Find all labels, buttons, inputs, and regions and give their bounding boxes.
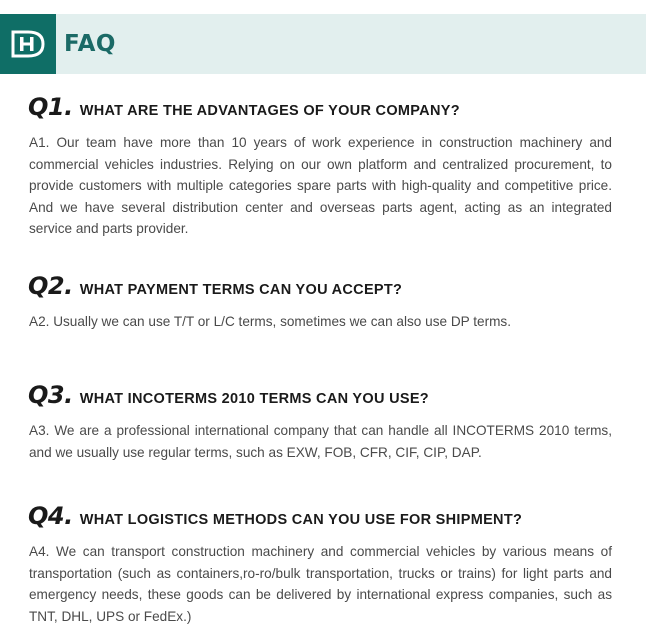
question-row — [28, 501, 612, 531]
answer-label: A4. — [29, 544, 50, 559]
faq-item-4 — [28, 501, 612, 627]
faq-header-banner — [0, 14, 646, 74]
question-number: Q4. — [28, 502, 73, 530]
question-text: WHAT PAYMENT TERMS CAN YOU ACCEPT? — [79, 282, 403, 298]
question-row — [28, 92, 612, 122]
question-number: Q3. — [28, 381, 73, 409]
answer-body: Our team have more than 10 years of work experience in construction machinery and commercial vehicles industries. Relying on our own platform and centralized procurement, to provide customers with multiple categories spare parts with high-quality and competitive price. And we have several distribution center and overseas parts agent, acting as an integrated service and parts provider. — [29, 135, 612, 236]
question-text: WHAT LOGISTICS METHODS CAN YOU USE FOR SHIPMENT? — [79, 512, 523, 528]
question-number: Q2. — [28, 272, 73, 300]
dh-logo-icon — [0, 14, 56, 74]
answer-label: A3. — [29, 423, 50, 438]
answer-label: A2. — [29, 314, 50, 329]
answer-text — [28, 132, 612, 240]
answer-body: Usually we can use T/T or L/C terms, sometimes we can also use DP terms. — [53, 314, 512, 329]
answer-body: We can transport construction machinery and commercial vehicles by various means of transportation (such as containers,ro-ro/bulk transportation, trucks or trains) for light parts and emergency needs, these goods can be delivered by international express companies, such as TNT, DHL, UPS or FedEx.) — [29, 544, 612, 624]
faq-item-2 — [28, 271, 612, 333]
page-title: FAQ — [64, 31, 116, 57]
question-number: Q1. — [28, 93, 73, 121]
faq-item-1 — [28, 92, 612, 240]
answer-text — [28, 541, 612, 627]
answer-text — [28, 311, 612, 333]
question-text: WHAT INCOTERMS 2010 TERMS CAN YOU USE? — [79, 391, 429, 407]
faq-item-3 — [28, 380, 612, 463]
question-row — [28, 380, 612, 410]
answer-label: A1. — [29, 135, 50, 150]
question-text: WHAT ARE THE ADVANTAGES OF YOUR COMPANY? — [79, 103, 460, 119]
answer-text — [28, 420, 612, 463]
question-row — [28, 271, 612, 301]
answer-body: We are a professional international company that can handle all INCOTERMS 2010 terms, and we usually use regular terms, such as EXW, FOB, CFR, CIF, CIP, DAP. — [29, 423, 612, 460]
